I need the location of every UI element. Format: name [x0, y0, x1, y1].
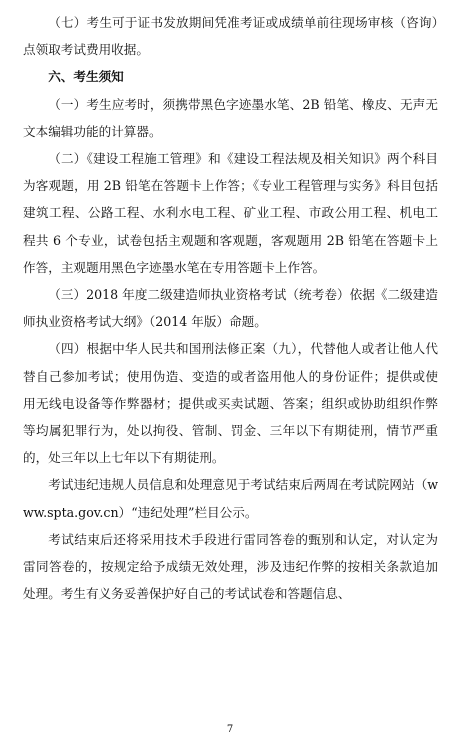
paragraph-identical-answers: 考试结束后还将采用技术手段进行雷同答卷的甄别和认定，对认定为雷同答卷的，按规定给予成绩无效处理，涉及违纪作弊的按相关条款追加处理。考生有义务妥善保护好自己的考试试卷和答题信息、 [23, 531, 438, 602]
paragraph-item-4-criminal-law: （四）根据中华人民共和国刑法修正案（九），代替他人或者让他人代替自己参加考试；使用伪造、变造的或者盗用他人的身份证件；提供或使用无线电设备等作弊器材；提供或买卖试题、答案；组织或协助组织作弊等均属犯罪行为，处以拘役、管制、罚金、三年以下有期徒刑，情节严重的，处三年以上七年以下有期徒刑。 [23, 341, 438, 466]
paragraph-item-3-syllabus: （三）2018 年度二级建造师执业资格考试（统考卷）依据《二级建造师执业资格考试大纲》（2014 年版）命题。 [23, 287, 438, 330]
paragraph-item-2-subjects: （二）《建设工程施工管理》和《建设工程法规及相关知识》两个科目为客观题，用 2B 铅笔在答题卡上作答；《专业工程管理与实务》科目包括建筑工程、公路工程、水利水电工程、矿业工程、市政公用工程、机电工程共 6 个专业，试卷包括主观题和客观题，客观题用 2B 铅笔在答题卡上作答，主观题用黑色字迹墨水笔在专用答题卡上作答。 [23, 151, 438, 275]
section-heading-candidate-notice: 六、考生须知 [48, 69, 124, 85]
paragraph-violation-publicity: 考试违纪违规人员信息和处理意见于考试结束后两周在考试院网站（www.spta.gov.cn）“违纪处理”栏目公示。 [23, 477, 438, 520]
paragraph-item-7-receipt: （七）考生可于证书发放期间凭准考证或成绩单前往现场审核（咨询）点领取考试费用收据。 [23, 15, 438, 58]
page-number: 7 [226, 724, 234, 735]
paragraph-item-1-supplies: （一）考生应考时，须携带黑色字迹墨水笔、2B 铅笔、橡皮、无声无文本编辑功能的计算器。 [23, 96, 438, 139]
